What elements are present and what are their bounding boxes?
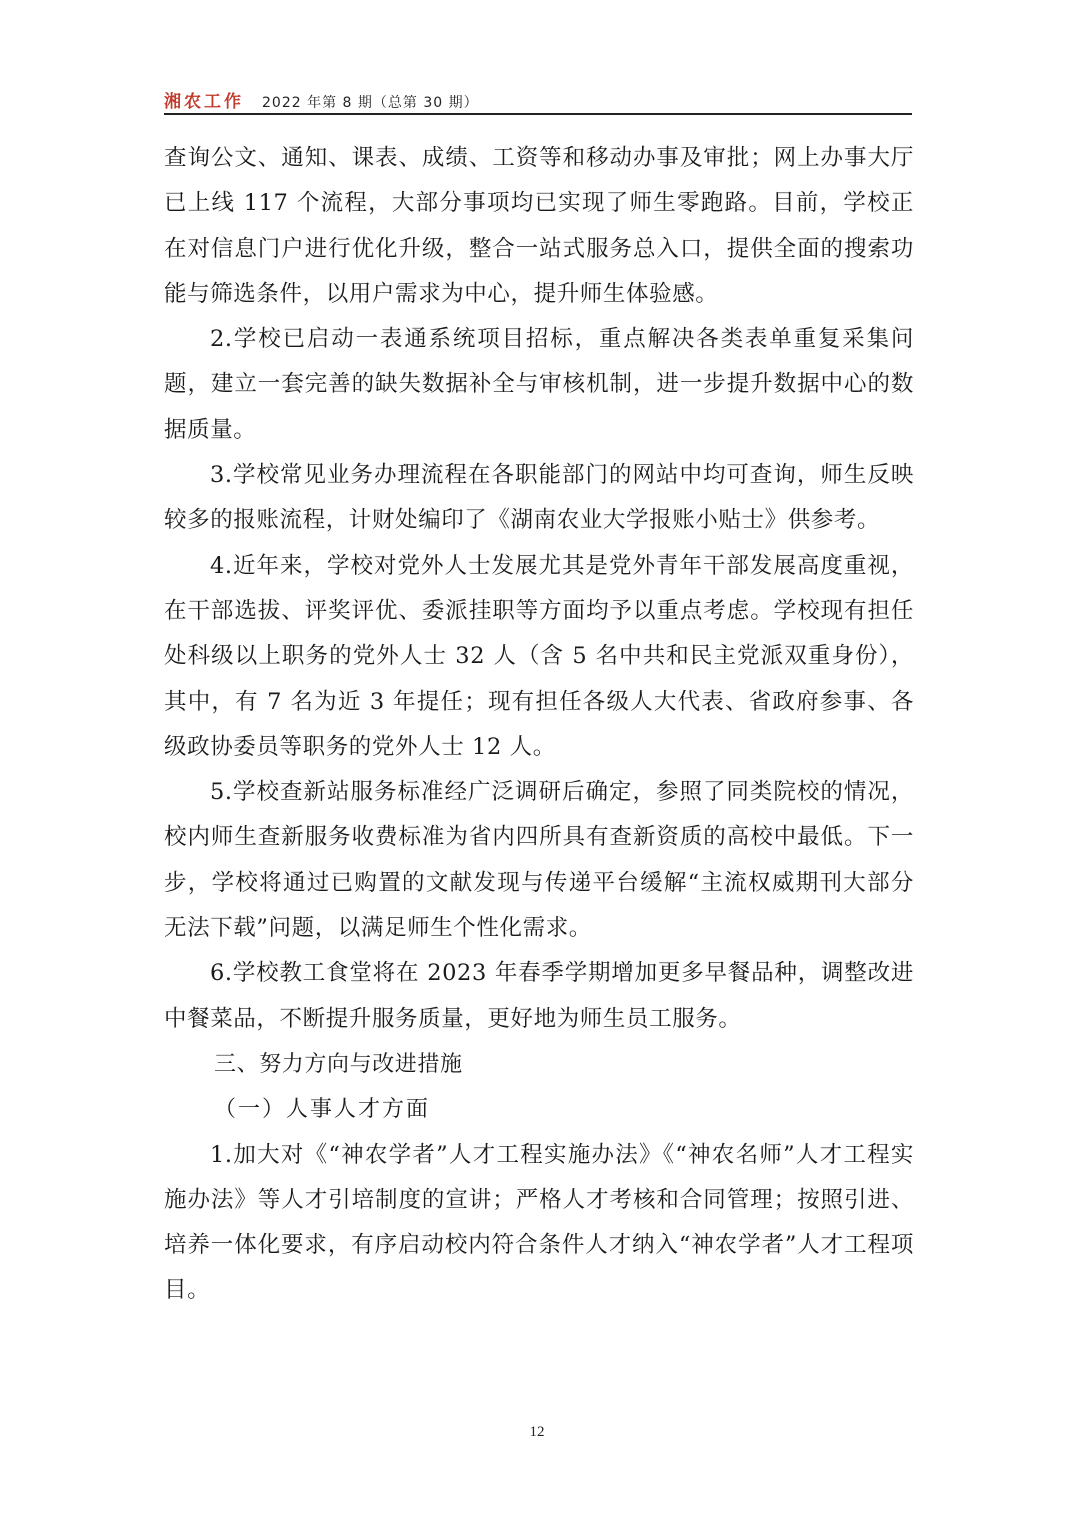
journal-name: 湘农工作 [164,92,244,112]
page-number: 12 [529,1424,545,1440]
paragraph-item-2: 2.学校已启动一表通系统项目招标，重点解决各类表单重复采集问题，建立一套完善的缺失数据补全与审核机制，进一步提升数据中心的数据质量。 [164,326,914,443]
document-body [164,136,914,1314]
section-heading: 三、努力方向与改进措施 [214,1051,463,1077]
paragraph-item-3: 3.学校常见业务办理流程在各职能部门的网站中均可查询，师生反映较多的报账流程，计财处编印了《湖南农业大学报账小贴士》供参考。 [164,462,914,534]
subsection-heading: （一）人事人才方面 [214,1097,431,1123]
paragraph-item-6: 6.学校教工食堂将在 2023 年春季学期增加更多早餐品种，调整改进中餐菜品，不断提升服务质量，更好地为师生员工服务。 [164,960,914,1032]
paragraph-item-4: 4.近年来，学校对党外人士发展尤其是党外青年干部发展高度重视，在干部选拔、评奖评优、委派挂职等方面均予以重点考虑。学校现有担任处科级以上职务的党外人士 32 人（含 5 名中共和民主党派双重身份），其中，有 7 名为近 3 年提任；现有担任各级人大代表、省政府参事、各级政协委员等职务的党外人士 12 人。 [164,552,914,760]
paragraph-item-5: 5.学校查新站服务标准经广泛调研后确定，参照了同类院校的情况，校内师生查新服务收费标准为省内四所具有查新资质的高校中最低。下一步，学校将通过已购置的文献发现与传递平台缓解“主流权威期刊大部分无法下载”问题，以满足师生个性化需求。 [164,779,914,942]
header-divider [164,113,912,115]
paragraph-continuation: 查询公文、通知、课表、成绩、工资等和移动办事及审批；网上办事大厅已上线 117 个流程，大部分事项均已实现了师生零跑路。目前，学校正在对信息门户进行优化升级，整合一站式服务总入口，提供全面的搜索功能与筛选条件，以用户需求为中心，提升师生体验感。 [164,145,914,307]
issue-number: 2022 年第 8 期（总第 30 期） [262,95,479,111]
running-header [164,86,912,112]
paragraph-subsection-item-1: 1.加大对《“神农学者”人才工程实施办法》《“神农名师”人才工程实施办法》等人才引培制度的宣讲；严格人才考核和合同管理；按照引进、培养一体化要求，有序启动校内符合条件人才纳入“神农学者”人才工程项目。 [164,1141,914,1304]
